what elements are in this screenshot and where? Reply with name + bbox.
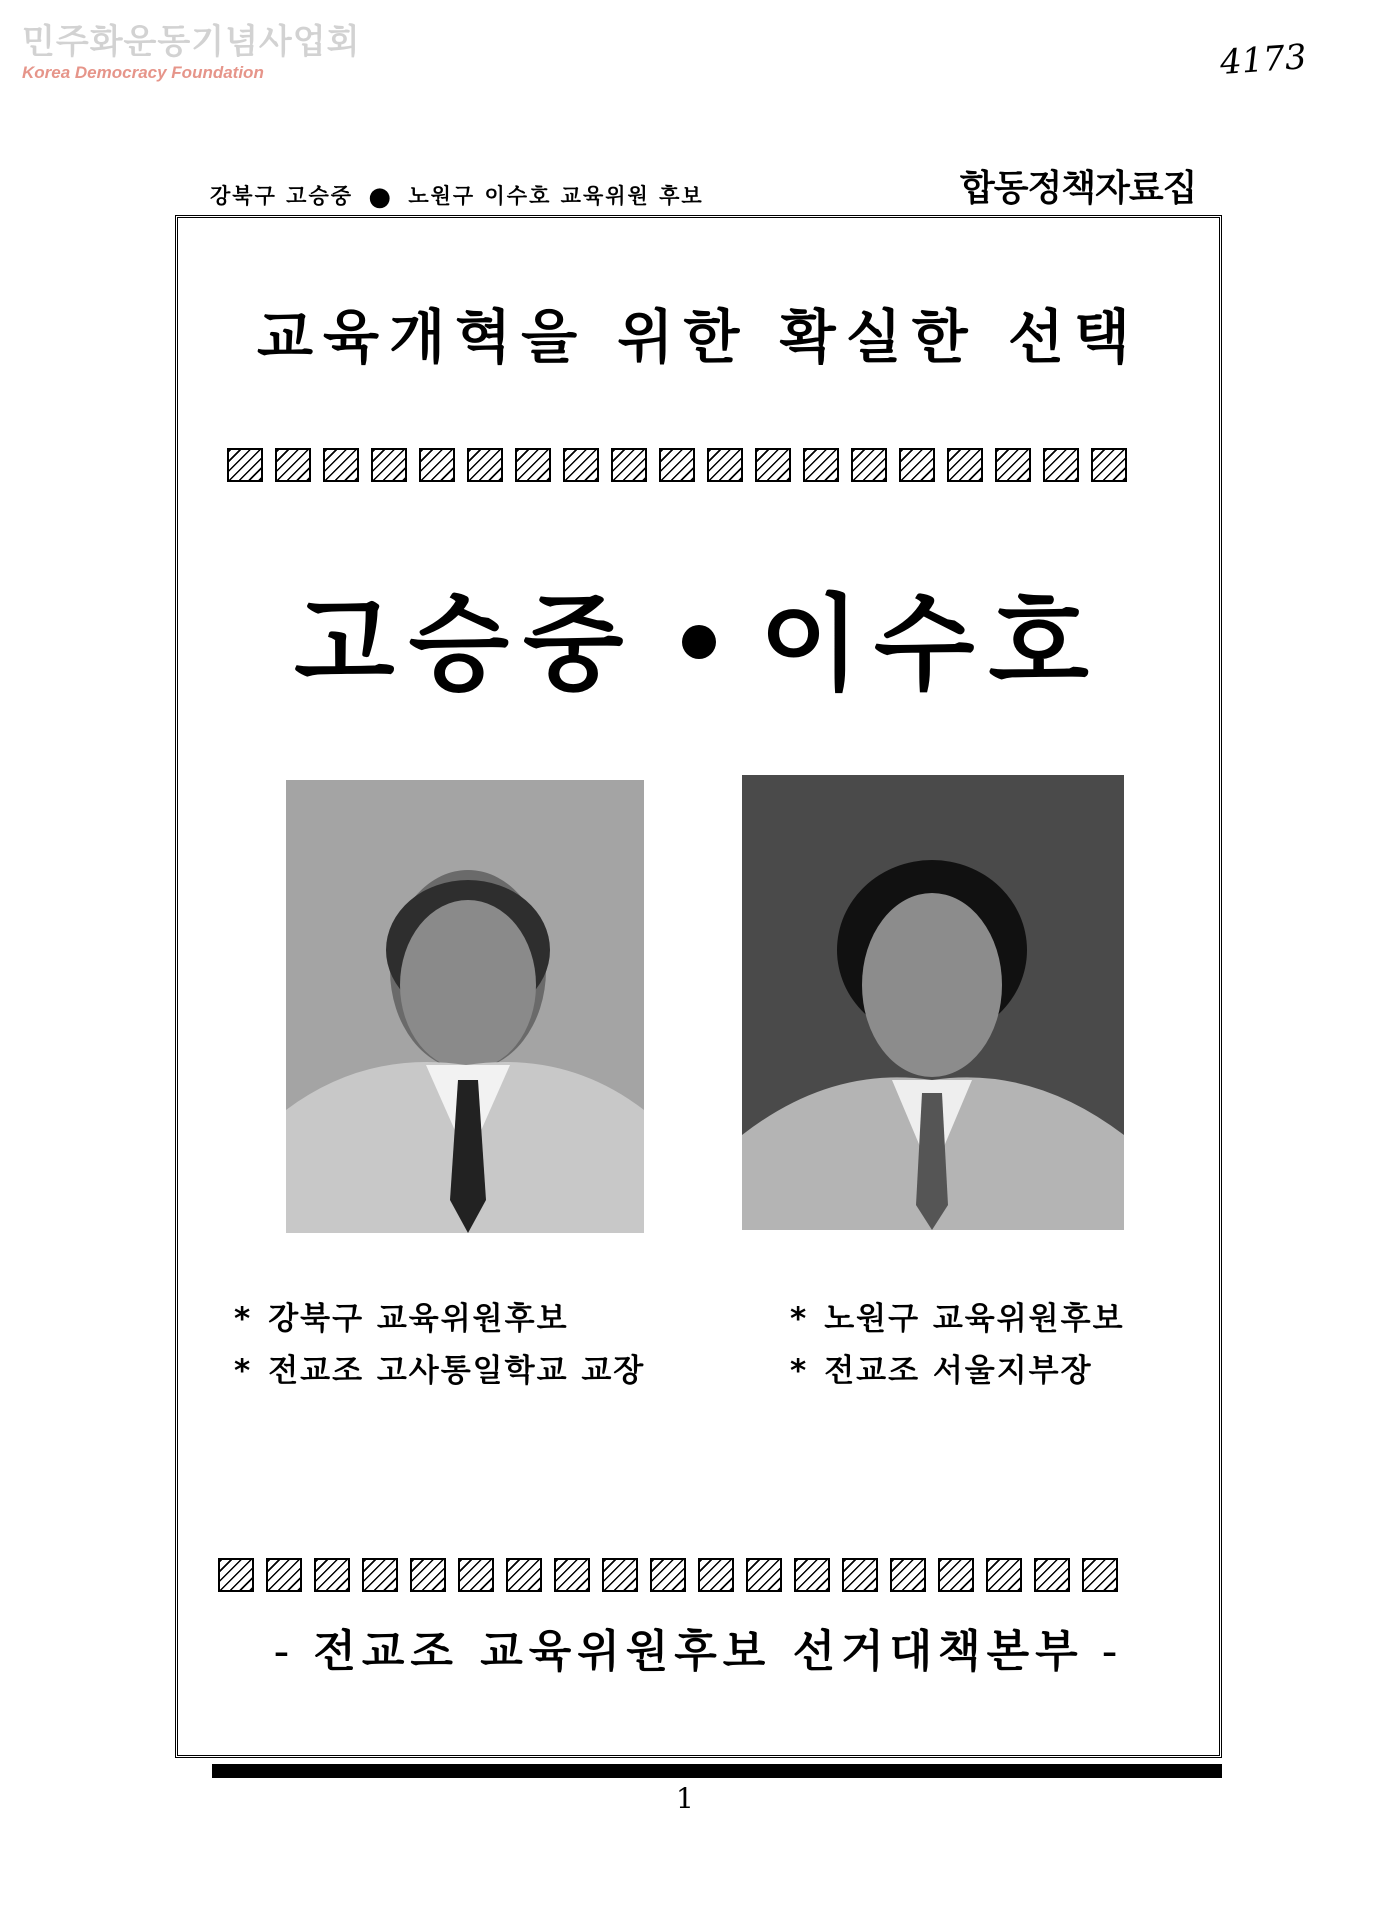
hatch-box: [314, 1558, 350, 1592]
bullet-star-icon: *: [790, 1301, 809, 1337]
hatch-box: [650, 1558, 686, 1592]
hatch-box: [947, 448, 983, 482]
candidate-names: [175, 560, 1222, 710]
portrait-photo-icon: [286, 780, 644, 1233]
hatch-divider-top: [227, 448, 1127, 482]
list-item: [234, 1345, 645, 1397]
header-left-part1: 강북구 고승중: [210, 184, 354, 208]
list-item: [234, 1293, 645, 1345]
header-dot-icon: ●: [368, 182, 394, 212]
header-collection-title: 합동정책자료집: [960, 168, 1197, 209]
hatch-box: [410, 1558, 446, 1592]
candidate-name-first: 고승중: [294, 583, 638, 705]
list-item-text: 강북구 교육위원후보: [268, 1301, 569, 1337]
watermark-korean: 민주화운동기념사업회: [22, 22, 361, 62]
hatch-box: [707, 448, 743, 482]
list-item-text: 전교조 고사통일학교 교장: [268, 1353, 646, 1389]
hatch-box: [1034, 1558, 1070, 1592]
bullet-dot-icon: [682, 625, 716, 659]
hatch-box: [803, 448, 839, 482]
hatch-box: [563, 448, 599, 482]
hatch-box: [227, 448, 263, 482]
bullet-star-icon: *: [234, 1353, 253, 1389]
list-item-text: 전교조 서울지부장: [824, 1353, 1093, 1389]
bullet-star-icon: *: [790, 1353, 809, 1389]
hatch-box: [371, 448, 407, 482]
hatch-box: [1082, 1558, 1118, 1592]
hatch-box: [275, 448, 311, 482]
hatch-box: [266, 1558, 302, 1592]
header-left-part2: 노원구 이수호 교육위원 후보: [408, 184, 704, 208]
bullet-star-icon: *: [234, 1301, 253, 1337]
footer-dash-left: -: [273, 1626, 296, 1677]
hatch-box: [458, 1558, 494, 1592]
bottom-rule: [212, 1764, 1222, 1778]
watermark-logo: [22, 22, 360, 84]
list-item: [790, 1345, 1125, 1397]
hatch-box: [698, 1558, 734, 1592]
candidate-right-info: [790, 1293, 1125, 1397]
watermark-english: Korea Democracy Foundation: [22, 63, 264, 82]
hatch-box: [659, 448, 695, 482]
hatch-box: [1091, 448, 1127, 482]
hatch-box: [938, 1558, 974, 1592]
list-item-text: 노원구 교육위원후보: [824, 1301, 1125, 1337]
handwritten-number: 4173: [1218, 37, 1308, 83]
portrait-photo-icon: [742, 775, 1124, 1230]
hatch-box: [506, 1558, 542, 1592]
hatch-box: [755, 448, 791, 482]
hatch-box: [899, 448, 935, 482]
hatch-box: [362, 1558, 398, 1592]
hatch-box: [995, 448, 1031, 482]
hatch-box: [842, 1558, 878, 1592]
hatch-box: [746, 1558, 782, 1592]
hatch-box: [851, 448, 887, 482]
candidate-name-second: 이수호: [759, 583, 1103, 705]
footer-text: 전교조 교육위원후보 선거대책본부: [313, 1626, 1084, 1677]
hatch-box: [602, 1558, 638, 1592]
footer-dash-right: -: [1101, 1626, 1124, 1677]
hatch-box: [986, 1558, 1022, 1592]
hatch-box: [794, 1558, 830, 1592]
hatch-box: [419, 448, 455, 482]
hatch-box: [890, 1558, 926, 1592]
hatch-divider-bottom: [218, 1558, 1118, 1592]
hatch-box: [554, 1558, 590, 1592]
hatch-box: [1043, 448, 1079, 482]
list-item: [790, 1293, 1125, 1345]
hatch-box: [218, 1558, 254, 1592]
header-candidates: [210, 180, 704, 212]
page-number: 1: [676, 1782, 694, 1815]
main-title: 교육개혁을 위한 확실한 선택: [257, 303, 1140, 371]
hatch-box: [611, 448, 647, 482]
hatch-box: [515, 448, 551, 482]
candidate-left-info: [234, 1293, 645, 1397]
hatch-box: [323, 448, 359, 482]
hatch-box: [467, 448, 503, 482]
footer-organization: [175, 1615, 1222, 1679]
